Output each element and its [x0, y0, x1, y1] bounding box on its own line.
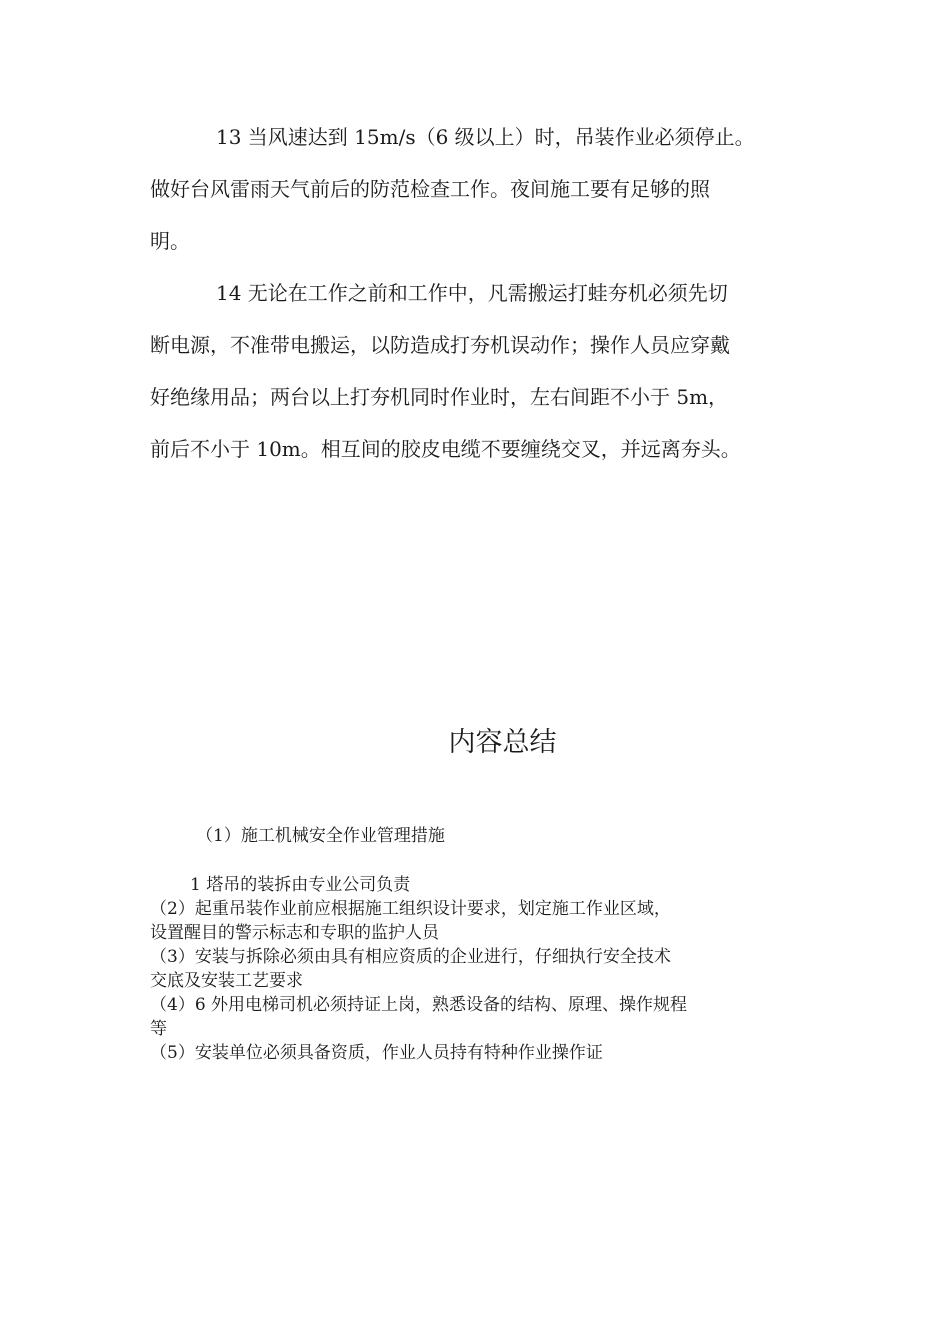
- paragraph-line: 前后不小于 10m。相互间的胶皮电缆不要缠绕交叉，并远离夯头。: [150, 437, 741, 461]
- paragraph-13: [150, 111, 810, 267]
- summary-item: （5）安装单位必须具备资质，作业人员持有特种作业操作证: [150, 1043, 603, 1063]
- paragraph-line: 明。: [150, 229, 190, 253]
- summary-heading: （1）施工机械安全作业管理措施: [196, 826, 445, 846]
- paragraph-line: 14 无论在工作之前和工作中，凡需搬运打蛙夯机必须先切: [216, 281, 728, 305]
- summary-item: 等: [150, 1019, 167, 1039]
- summary-item: 交底及安装工艺要求: [150, 971, 303, 991]
- paragraph-14: [150, 267, 810, 475]
- summary-section: [150, 824, 810, 1065]
- paragraph-line: 13 当风速达到 15m/s（6 级以上）时，吊装作业必须停止。: [216, 125, 755, 149]
- paragraph-line: 好绝缘用品；两台以上打夯机同时作业时，左右间距不小于 5m，: [150, 385, 729, 409]
- summary-item: （3）安装与拆除必须由具有相应资质的企业进行，仔细执行安全技术: [150, 947, 671, 967]
- summary-title: 内容总结: [448, 727, 557, 758]
- summary-item: （2）起重吊装作业前应根据施工组织设计要求，划定施工作业区域，: [150, 899, 671, 919]
- summary-item: （4）6 外用电梯司机必须持证上岗，熟悉设备的结构、原理、操作规程: [150, 995, 688, 1015]
- summary-item: 设置醒目的警示标志和专职的监护人员: [150, 923, 439, 943]
- paragraph-line: 断电源，不准带电搬运，以防造成打夯机误动作；操作人员应穿戴: [150, 333, 730, 357]
- summary-subheading: 1 塔吊的装拆由专业公司负责: [190, 875, 411, 895]
- paragraph-line: 做好台风雷雨天气前后的防范检查工作。夜间施工要有足够的照: [150, 177, 710, 201]
